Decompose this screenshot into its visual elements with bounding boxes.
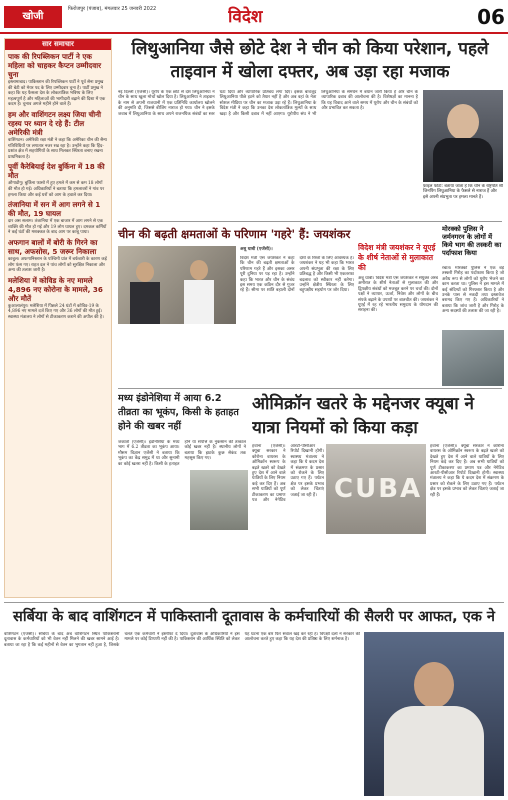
story-headline: विदेश मंत्री जयशंकर ने यूएई के शीर्ष नेताओं से मुलाकात की (358, 243, 436, 272)
story-headline: मध्य इंडोनेशिया में आया 6.2 तीव्रता का भूकंप, किसी के हताहत होने की खबर नहीं (118, 393, 239, 432)
sidebar-body: दार अस सलाम। तंजानिया में एक बाजार में आग लगने से एक व्यक्ति की मौत हो गई और 19 लोग घायल हुए। दमकल कर्मियों ने कई घंटों की मशक्कत के बाद आग पर काबू पाया। (8, 219, 107, 236)
person-icon (136, 262, 154, 282)
sidebar-body: इस्लामाबाद। पाकिस्तान की रिपब्लिकन पार्टी ने पूर्व सेना प्रमुख की बेटी को मेयर पद के लिए उम्मीदवार चुना है। पार्टी प्रमुख ने कहा कि यह फैसला देश के लोकतांत्रिक भविष्य के लिए महत्वपूर्ण है और महिलाओं की भागीदारी बढ़ाने की दिशा में एक कदम है। चुनाव अगले महीने होने वाले हैं। (8, 80, 106, 108)
news-brief-sidebar (4, 38, 112, 598)
lead-caption: फ़ाइल फोटो: बताया जाता है कि चीन के राष्ट्रपति शी जिनपिंग लिथुआनिया के फैसले से नाराज हैं और इसे अपनी संप्रभुता पर हमला मानते हैं। (423, 184, 503, 200)
story-photo (326, 444, 426, 534)
sidebar-item (5, 160, 111, 198)
dateline: फिरोजपुर (पंजाब), मंगलवार 25 जनवरी 2022 (68, 6, 157, 12)
story-body: विदेश मंत्री एस जयशंकर ने कहा कि चीन की बढ़ती क्षमताओं के परिणाम गहरे हैं और इसका असर पूरी दुनिया पर पड़ रहा है। उन्होंने कहा कि भारत और चीन के संबंध इस समय एक कठिन दौर से गुजर रहे हैं। सीमा पर शांति बहाली दोनों देशों के रिश्तों के लिए आवश्यक है। जयशंकर ने यह भी कहा कि भारत अपनी संप्रभुता की रक्षा के लिए प्रतिबद्ध है और किसी भी एकतरफा बदलाव को स्वीकार नहीं करेगा। उन्होंने क्षेत्रीय स्थिरता के लिए बहुपक्षीय सहयोग पर जोर दिया। (240, 256, 354, 294)
sidebar-headline: तंजानिया में सन में आग लगने से 1 की मौत, 19 घायल (8, 200, 101, 219)
story-photo (190, 470, 248, 530)
divider (4, 602, 504, 603)
sidebar-item (5, 236, 111, 274)
story-headline: ओमिक्रॉन खतरे के मद्देनजर क्यूबा ने यात्रा नियमों को किया कड़ा (252, 394, 474, 438)
person-body (130, 282, 160, 324)
sidebar-headline: हम और वाशिंगटन लक्ष्य जिया चीनी रहस्य पर ध्यान दे रहे हैं: टील अमेरिकी मंत्री (8, 109, 101, 137)
story-body: हवाना (एजेंसी)। क्यूबा सरकार ने कोरोना वायरस के ओमिक्रॉन स्वरूप के बढ़ते खतरे को देखते हुए देश में आने वाले यात्रियों के लिए नियम कड़े कर दिए हैं। अब सभी यात्रियों को पूर्ण टीकाकरण का प्रमाण पत्र और नेगेटिव आरटी-पीसीआर रिपोर्ट दिखानी होगी। स्वास्थ्य मंत्रालय ने कहा कि ये कदम देश में संक्रमण के प्रसार को रोकने के लिए उठाए गए हैं। पर्यटन क्षेत्र पर इसके प्रभाव को लेकर चिंताएं जताई जा रही हैं। (252, 444, 324, 504)
story-body: जकार्ता (एजेंसी)। इंडोनेशिया के मध्य भाग में 6.2 तीव्रता का भूकंप आया। मौसम विज्ञान एजेंसी ने बताया कि भूकंप का केंद्र समुद्र में था और सुनामी का कोई खतरा नहीं है। किसी के हताहत होने या संपत्ति के नुकसान की तत्काल कोई खबर नहीं है। स्थानीय लोगों ने बताया कि झटके कुछ सेकंड तक महसूस किए गए। (118, 440, 246, 467)
sidebar-body: काबुल। अफगानिस्तान के पश्चिमी प्रांत में बर्फबारी के कारण कई लोग फंस गए। राहत दल ने पांच लोगों को सुरक्षित निकाला और अन्य की तलाश जारी है। (8, 256, 107, 274)
portrait-suit (433, 138, 493, 182)
person-body (184, 280, 214, 324)
newspaper-brand: खोजी (4, 6, 62, 28)
portrait-face (447, 104, 479, 140)
lead-photo (423, 90, 503, 182)
photo-sign-text: CUBA (334, 474, 423, 504)
story-body: अबू धाबी। विदेश मंत्री एस जयशंकर ने संयुक्त अरब अमीरात के शीर्ष नेताओं से मुलाकात की और द्विपक्षीय संबंधों को मजबूत करने पर चर्चा की। दोनों पक्षों ने व्यापार, ऊर्जा, निवेश और लोगों के बीच संपर्क बढ़ाने के उपायों पर बातचीत की। जयशंकर ने यूएई में रह रहे भारतीय समुदाय के योगदान की सराहना की। (358, 276, 438, 314)
sidebar-item (5, 108, 111, 160)
section-title: विदेश (228, 7, 263, 27)
sidebar-headline: पूर्वी कैरेबियाई देश बुर्किना में 18 की मौत (8, 162, 105, 181)
story-headline: मोरक्को पुलिस ने जर्मनगरन के लोगों में किये भाग की तस्करी का पर्दाफाश किया (442, 225, 502, 257)
story-photo (118, 246, 236, 324)
sidebar-item (5, 274, 111, 321)
story-body: रबात। मोरक्को पुलिस ने एक बड़े तस्करी गिरोह का पर्दाफाश किया है जो अवैध रूप से लोगों को यूरोप भेजने का काम करता था। पुलिस ने इस मामले में कई संदिग्धों को गिरफ्तार किया है और उनके पास से नकदी तथा दस्तावेज बरामद किए गए हैं। अधिकारियों ने बताया कि जांच जारी है और गिरोह के अन्य सदस्यों की तलाश की जा रही है। (442, 266, 504, 315)
story-headline: चीन की बढ़ती क्षमताओं के परिणाम 'गहरे' हैं: जयशंकर (118, 227, 351, 241)
sidebar-body: कुआलालंपुर। मलेशिया में पिछले 24 घंटों में कोविड-19 के 4,896 नए मामले दर्ज किए गए और 36 लोगों की मौत हुई। स्वास्थ्य मंत्रालय ने लोगों से टीकाकरण कराने की अपील की है। (8, 303, 104, 320)
portrait-face (414, 662, 454, 708)
page-number: 06 (477, 5, 505, 29)
story-body: हवाना (एजेंसी)। क्यूबा सरकार ने कोरोना वायरस के ओमिक्रॉन स्वरूप के बढ़ते खतरे को देखते हुए देश में आने वाले यात्रियों के लिए नियम कड़े कर दिए हैं। अब सभी यात्रियों को पूर्ण टीकाकरण का प्रमाण पत्र और नेगेटिव आरटी-पीसीआर रिपोर्ट दिखानी होगी। स्वास्थ्य मंत्रालय ने कहा कि ये कदम देश में संक्रमण के प्रसार को रोकने के लिए उठाए गए हैं। पर्यटन क्षेत्र पर इसके प्रभाव को लेकर चिंताएं जताई जा रही हैं। (430, 444, 504, 498)
story-byline: अबू धाबी (एजेंसी)। (240, 247, 273, 252)
sidebar-headline: अफगान बालों में बोरी के गिरने का साथ, अफसोस, 5 जरूर निकाला (8, 237, 98, 256)
sidebar-body: औगाडौगू। बुर्किना फासो में हुए हमले में कम से कम 18 लोगों की मौत हो गई। अधिकारियों ने बताया कि हमलावरों ने गांव पर हमला किया और कई घरों को आग के हवाले कर दिया। (8, 181, 105, 198)
story-photo (442, 330, 504, 386)
story-photo (364, 632, 504, 796)
divider (118, 388, 502, 389)
story-headline: सर्बिया के बाद वाशिंगटन में पाकिस्तानी दूतावास के कर्मचारियों की सैलरी पर आफत, एक ने (13, 609, 495, 625)
person-icon (190, 260, 208, 280)
lead-body: नई दिल्ली (एजेंसी)। यूरोप के एक छोटे से देश लिथुआनिया ने चीन के साथ खुला मोर्चा खोल दिया है। लिथुआनिया ने ताइवान के नाम से अपनी राजधानी में एक प्रतिनिधि कार्यालय खोलने की अनुमति दी, जिससे बीजिंग नाराज हो गया। चीन ने इसके जवाब में लिथुआनिया के साथ अपने राजनयिक संबंधों का स्तर घटा दिया और व्यापारिक प्रतिबंध लगा दिए। इसके बावजूद लिथुआनिया पीछे हटने को तैयार नहीं है और अब वहां के नेता सोशल मीडिया पर चीन का मजाक उड़ा रहे हैं। लिथुआनिया के विदेश मंत्री ने कहा कि उनका देश लोकतांत्रिक मूल्यों के साथ खड़ा है और किसी दबाव में नहीं आएगा। यूरोपीय संघ ने भी लिथुआनिया के समर्थन में बयान जारी किया है और चीन के व्यापारिक दबाव की आलोचना की है। विशेषज्ञों का मानना है कि यह विवाद आने वाले समय में यूरोप और चीन के संबंधों को और प्रभावित कर सकता है। (118, 90, 418, 117)
sidebar-headline: मलेशिया में कोविड के नए मामले 4,896 नए कोरोना के मामले, 36 और मौतें (8, 275, 103, 303)
sidebar-item (5, 50, 111, 108)
sidebar-headline: पाक की रिपब्लिकन पार्टी ने एक महिला को चाहकर कैप्टन उम्मीदवार चुना (8, 52, 102, 79)
divider (118, 221, 502, 222)
sidebar-body: वाशिंगटन। अमेरिकी रक्षा मंत्री ने कहा कि अमेरिका चीन की सैन्य गतिविधियों पर लगातार नजर रख रहा है। उन्होंने कहा कि हिंद-प्रशांत क्षेत्र में सहयोगियों के साथ मिलकर स्थिरता बनाए रखना प्राथमिकता है। (8, 137, 107, 160)
portrait-body (384, 706, 484, 796)
lead-headline: लिथुआनिया जैसे छोटे देश ने चीन को किया परेशान, पहले ताइवान में खोला दफ्तर, अब उड़ा रहा मजाक (131, 39, 489, 82)
story-body: वाशिंगटन (एजेंसी)। सर्बिया के बाद अब वाशिंगटन स्थित पाकिस्तानी दूतावास के कर्मचारियों को भी वेतन नहीं मिलने की खबर सामने आई है। बताया जा रहा है कि कई महीनों से वेतन का भुगतान नहीं हुआ है, जिसके चलते एक कर्मचारी ने इस्तीफा दे दिया। दूतावास के अधिकारियों ने इस मामले पर कोई टिप्पणी नहीं की है। पाकिस्तान की आर्थिक स्थिति को लेकर यह घटना एक बार फिर सवाल खड़े कर रही है। विपक्षी दलों ने सरकार की आलोचना करते हुए कहा कि यह देश की प्रतिष्ठा के लिए शर्मनाक है। (4, 632, 360, 648)
sidebar-title: सार समाचार (5, 39, 111, 50)
sidebar-item (5, 198, 111, 236)
